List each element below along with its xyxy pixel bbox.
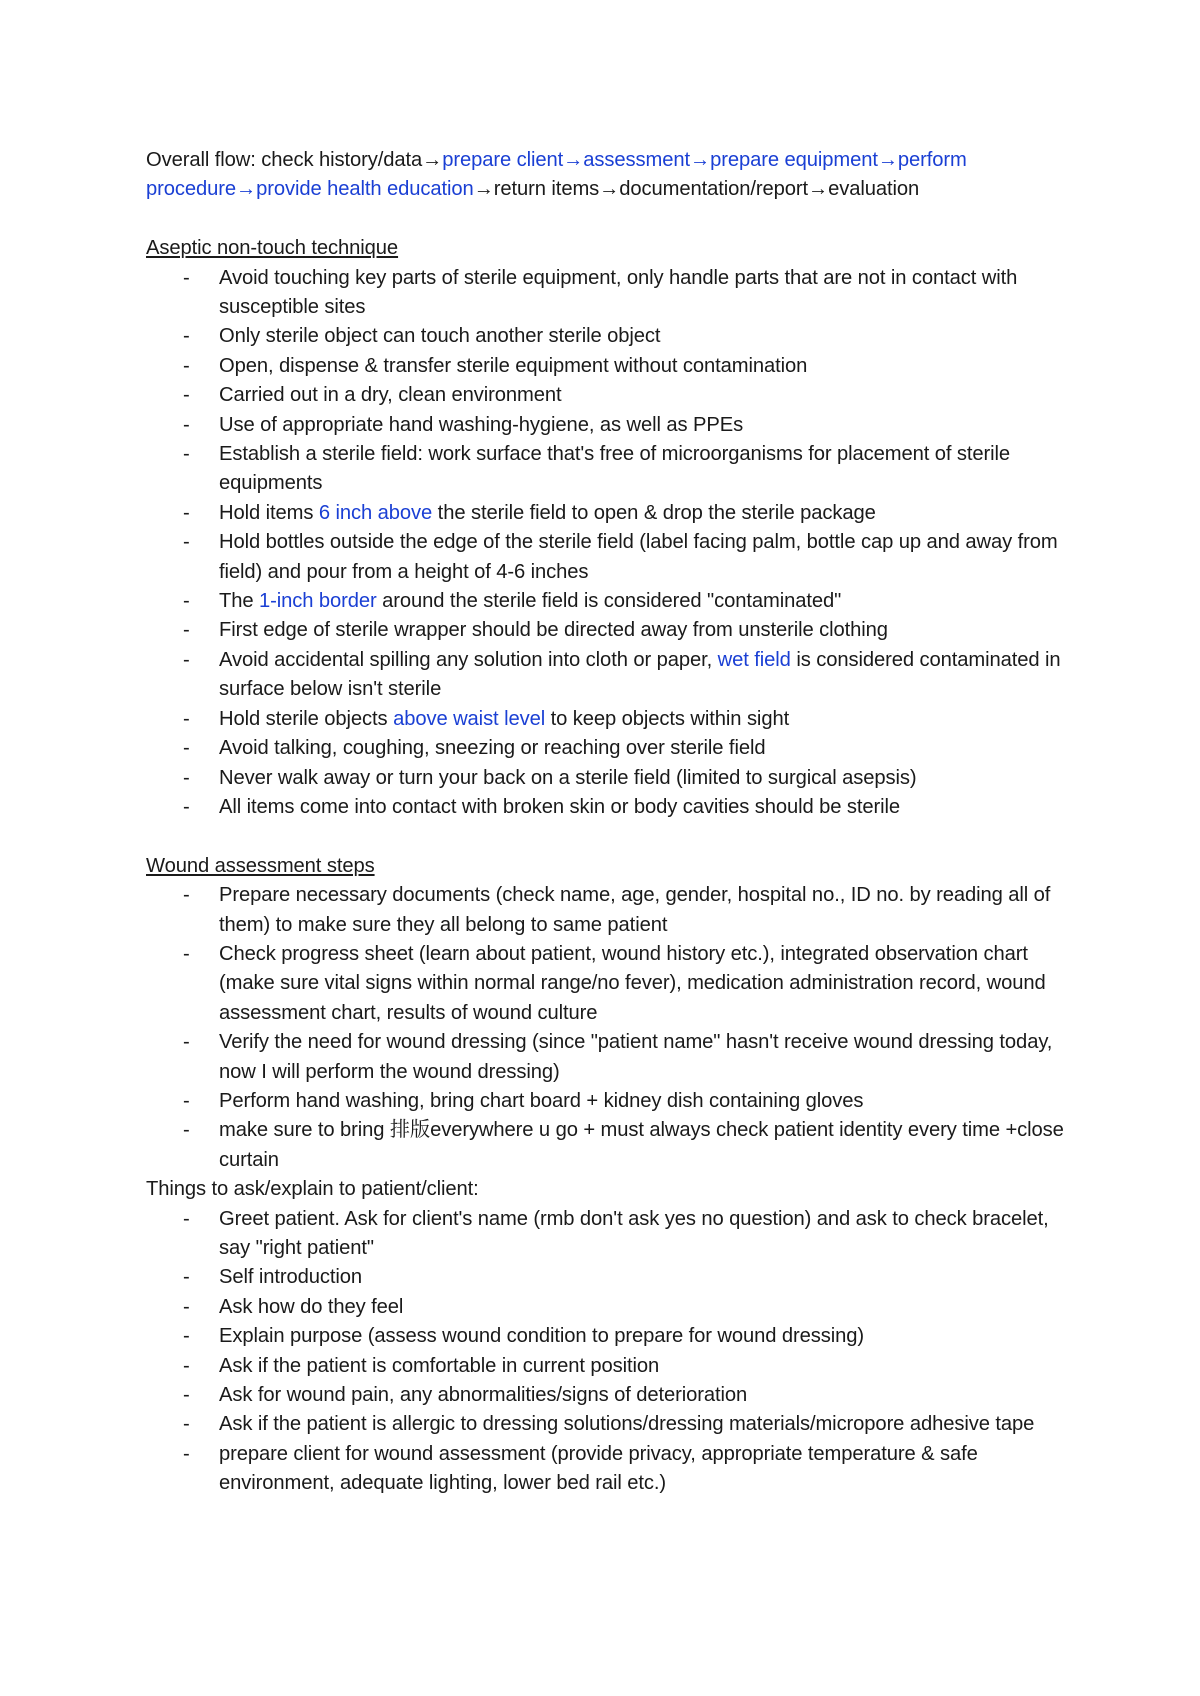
- text-run: Never walk away or turn your back on a sterile field (limited to surgical asepsis): [219, 766, 917, 789]
- bullet-dash: -: [183, 384, 190, 407]
- wound-list: [146, 881, 1076, 1175]
- text-run: Self introduction: [219, 1266, 363, 1289]
- list-item: [146, 440, 1076, 499]
- document-page: [146, 146, 1076, 1499]
- bullet-dash: -: [183, 707, 190, 730]
- list-item: [146, 616, 1076, 645]
- list-item: [146, 646, 1076, 705]
- text-run: Avoid touching key parts of sterile equipment, only handle parts that are not in contact with susceptible sites: [219, 266, 1018, 319]
- text-run: Prepare necessary documents (check name, age, gender, hospital no., ID no. by reading all of them) to make sure they all belong to same patient: [219, 884, 1051, 936]
- highlighted-text: prepare client→assessment→prepare equipment→perform procedure→provide health education: [146, 149, 967, 201]
- bullet-dash: -: [183, 619, 190, 642]
- bullet-dash: -: [183, 1354, 190, 1377]
- text-run: make sure to bring 排版everywhere u go + must always check patient identity every time +close curtain: [219, 1119, 1064, 1171]
- list-item: [146, 1205, 1076, 1264]
- list-item: [146, 1322, 1076, 1351]
- list-item: [146, 1263, 1076, 1292]
- bullet-dash: -: [183, 325, 190, 348]
- bullet-dash: -: [183, 354, 190, 377]
- list-item: [146, 1352, 1076, 1381]
- spacer: [146, 205, 1076, 234]
- text-run: Overall flow: check history/data→: [146, 149, 443, 171]
- ask-list: [146, 1205, 1076, 1499]
- text-run: prepare client for wound assessment (provide privacy, appropriate temperature & safe environment, adequate lighting, lower bed rail etc.): [219, 1442, 978, 1495]
- list-item: [146, 1087, 1076, 1116]
- bullet-dash: -: [183, 531, 190, 554]
- bullet-dash: -: [183, 1031, 190, 1054]
- text-run: All items come into contact with broken skin or body cavities should be sterile: [219, 795, 901, 818]
- text-run: Hold bottles outside the edge of the sterile field (label facing palm, bottle cap up and away from field) and pour from a height of 4-6 inches: [219, 531, 1058, 583]
- text-run: Perform hand washing, bring chart board + kidney dish containing gloves: [219, 1089, 864, 1112]
- bullet-dash: -: [183, 1442, 190, 1465]
- bullet-dash: -: [183, 1325, 190, 1348]
- text-run: Establish a sterile field: work surface that's free of microorganisms for placement of sterile equipments: [219, 443, 1011, 495]
- spacer: [146, 822, 1076, 851]
- text-run: Avoid accidental spilling any solution into cloth or paper,: [219, 648, 718, 671]
- bullet-dash: -: [183, 1207, 190, 1230]
- text-run: →return items→documentation/report→evaluation: [473, 178, 920, 201]
- text-run: Open, dispense & transfer sterile equipment without contamination: [219, 354, 808, 377]
- list-item: [146, 1028, 1076, 1087]
- text-run: Ask for wound pain, any abnormalities/signs of deterioration: [219, 1384, 748, 1407]
- text-run: Hold sterile objects: [219, 707, 394, 730]
- list-item: [146, 411, 1076, 440]
- text-run: Greet patient. Ask for client's name (rmb don't ask yes no question) and ask to check bracelet, say "right patient": [219, 1207, 1049, 1259]
- list-item: [146, 705, 1076, 734]
- list-item: [146, 1293, 1076, 1322]
- bullet-dash: -: [183, 266, 190, 289]
- bullet-dash: -: [183, 590, 190, 613]
- text-run: Verify the need for wound dressing (since "patient name" hasn't receive wound dressing today, now I will perform the wound dressing): [219, 1031, 1053, 1083]
- list-item: [146, 381, 1076, 410]
- bullet-dash: -: [183, 1384, 190, 1407]
- text-run: Avoid talking, coughing, sneezing or reaching over sterile field: [219, 737, 766, 760]
- aseptic-list: [146, 264, 1076, 823]
- bullet-dash: -: [183, 1266, 190, 1289]
- text-run: First edge of sterile wrapper should be directed away from unsterile clothing: [219, 619, 888, 642]
- overall-flow-paragraph: [146, 146, 1076, 205]
- text-run: The: [219, 590, 259, 613]
- list-item: [146, 1410, 1076, 1439]
- highlighted-text: above waist level: [393, 707, 546, 730]
- text-run: Explain purpose (assess wound condition to prepare for wound dressing): [219, 1325, 864, 1348]
- list-item: [146, 1440, 1076, 1499]
- text-run: to keep objects within sight: [545, 707, 790, 730]
- bullet-dash: -: [183, 766, 190, 789]
- bullet-dash: -: [183, 648, 190, 671]
- aseptic-heading: Aseptic non-touch technique: [146, 237, 399, 260]
- text-run: Hold items: [219, 501, 319, 524]
- text-run: Ask if the patient is allergic to dressing solutions/dressing materials/micropore adhesive tape: [219, 1413, 1035, 1436]
- list-item: [146, 1381, 1076, 1410]
- text-run: the sterile field to open & drop the sterile package: [432, 501, 876, 524]
- list-item: [146, 528, 1076, 587]
- bullet-dash: -: [183, 501, 190, 524]
- bullet-dash: -: [183, 443, 190, 466]
- ask-heading: Things to ask/explain to patient/client:: [146, 1178, 479, 1201]
- text-run: Only sterile object can touch another sterile object: [219, 325, 661, 348]
- bullet-dash: -: [183, 795, 190, 818]
- wound-heading: Wound assessment steps: [146, 854, 375, 877]
- list-item: [146, 881, 1076, 940]
- bullet-dash: -: [183, 1119, 190, 1142]
- list-item: [146, 793, 1076, 822]
- text-run: Ask how do they feel: [219, 1295, 404, 1318]
- list-item: [146, 587, 1076, 616]
- list-item: [146, 499, 1076, 528]
- list-item: [146, 764, 1076, 793]
- text-run: Carried out in a dry, clean environment: [219, 384, 562, 407]
- highlighted-text: 1-inch border: [259, 590, 377, 613]
- bullet-dash: -: [183, 1295, 190, 1318]
- bullet-dash: -: [183, 884, 190, 907]
- text-run: Use of appropriate hand washing-hygiene, as well as PPEs: [219, 413, 744, 436]
- highlighted-text: 6 inch above: [318, 501, 433, 524]
- highlighted-text: wet field: [717, 648, 791, 671]
- bullet-dash: -: [183, 737, 190, 760]
- text-run: is considered contaminated in surface below isn't sterile: [219, 648, 1061, 701]
- text-run: around the sterile field is considered "contaminated": [376, 590, 842, 613]
- list-item: [146, 734, 1076, 763]
- bullet-dash: -: [183, 413, 190, 436]
- list-item: [146, 1116, 1076, 1175]
- bullet-dash: -: [183, 942, 190, 965]
- bullet-dash: -: [183, 1413, 190, 1436]
- list-item: [146, 352, 1076, 381]
- list-item: [146, 940, 1076, 1028]
- text-run: Check progress sheet (learn about patient, wound history etc.), integrated observation chart (make sure vital signs within normal range/no fever), medication administration record, wound assessment chart, results of wound culture: [219, 942, 1046, 1024]
- list-item: [146, 264, 1076, 323]
- list-item: [146, 322, 1076, 351]
- bullet-dash: -: [183, 1089, 190, 1112]
- text-run: Ask if the patient is comfortable in current position: [219, 1354, 660, 1377]
